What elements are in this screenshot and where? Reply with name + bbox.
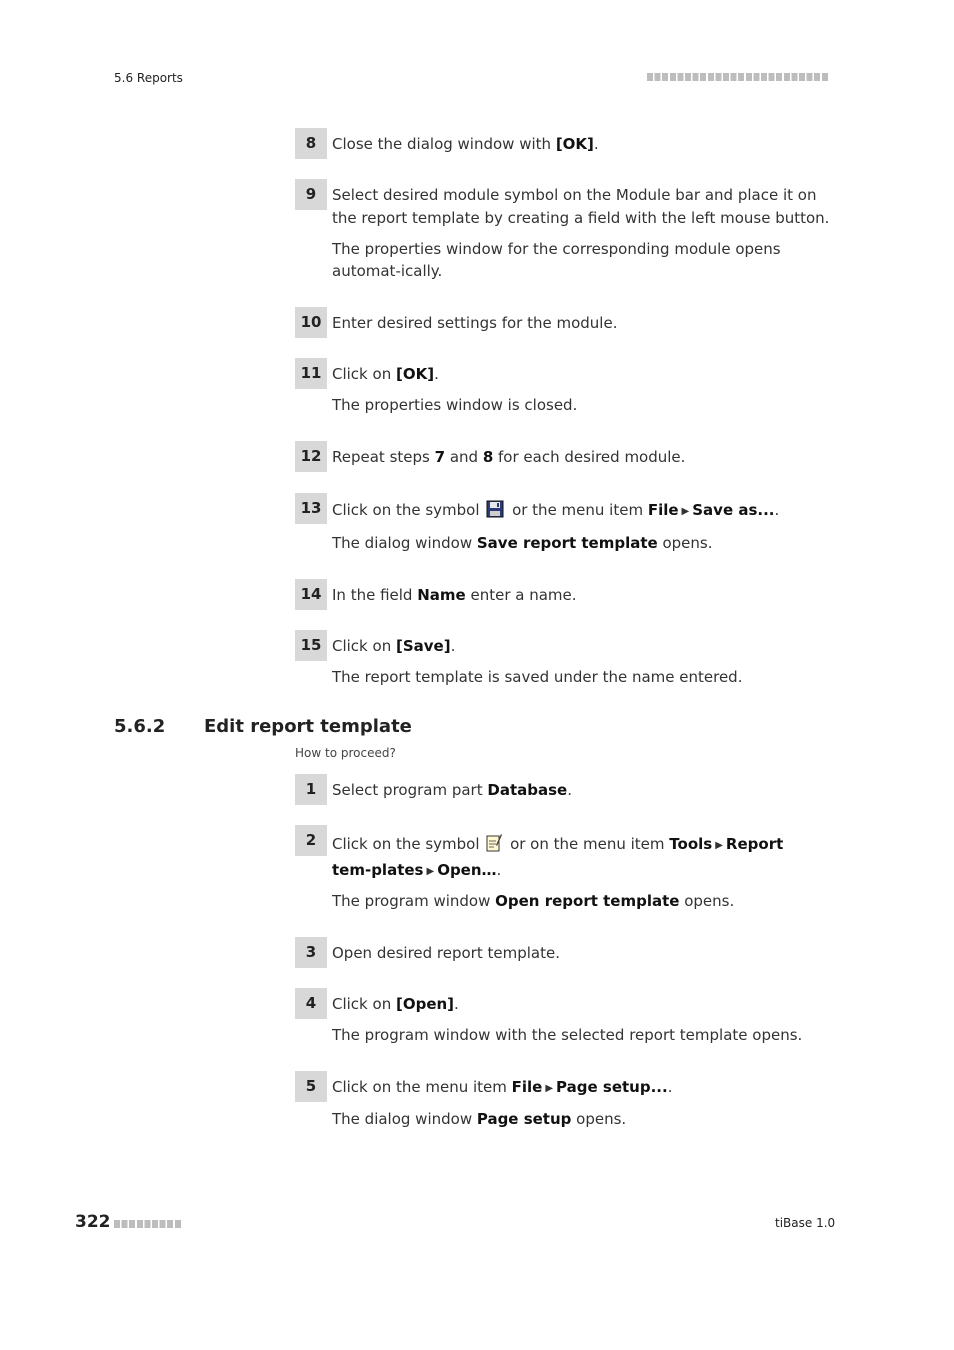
step-result: The properties window is closed. [332, 396, 578, 414]
step-number: 12 [295, 441, 327, 472]
step-text: Click on [Open]. [332, 995, 459, 1013]
edit-template-icon [486, 833, 502, 859]
step-text: Select program part Database. [332, 781, 572, 799]
step-number: 1 [295, 774, 327, 805]
step-result: The report template is saved under the name entered. [332, 668, 743, 686]
section-intro: How to proceed? [295, 746, 396, 760]
triangle-right-icon: ▶ [715, 840, 723, 851]
step-text: Open desired report template. [332, 944, 560, 962]
step-text: Click on the symbol or the menu item File ▶ Save as.... [332, 499, 832, 525]
step-number: 14 [295, 579, 327, 610]
step-result: The properties window for the corresponding module opens automat-ically. [332, 240, 781, 280]
footer-decoration [114, 1220, 182, 1228]
step-text: Click on the menu item File ▶ Page setup.... [332, 1078, 673, 1096]
header-decoration [647, 73, 829, 81]
step-text: Select desired module symbol on the Module bar and place it on the report template by creating a field with the left mouse button. [332, 186, 830, 227]
step-number: 5 [295, 1071, 327, 1102]
step-number: 15 [295, 630, 327, 661]
step-text: Close the dialog window with [OK]. [332, 135, 599, 153]
step-number: 11 [295, 358, 327, 389]
step-result: The dialog window Page setup opens. [332, 1110, 627, 1128]
triangle-right-icon: ▶ [545, 1083, 554, 1094]
step-number: 8 [295, 128, 327, 159]
step-result: The dialog window Save report template opens. [332, 534, 713, 552]
step-number: 13 [295, 493, 327, 524]
step-text: Click on the symbol or on the menu item Tools ▶ Report tem-plates ▶ Open…. [332, 835, 784, 879]
floppy-disk-icon [486, 500, 504, 525]
section-title: Edit report template [204, 716, 412, 737]
step-number: 2 [295, 825, 327, 856]
step-text: Repeat steps 7 and 8 for each desired module. [332, 448, 686, 466]
step-result: The program window with the selected report template opens. [332, 1026, 803, 1044]
step-text: Click on [OK]. [332, 365, 439, 383]
step-number: 3 [295, 937, 327, 968]
page-number: 322 [75, 1212, 111, 1232]
step-text: Enter desired settings for the module. [332, 314, 618, 332]
step-result: The program window Open report template opens. [332, 892, 735, 910]
section-number: 5.6.2 [114, 716, 166, 737]
step-text: Click on [Save]. [332, 637, 456, 655]
triangle-right-icon: ▶ [681, 506, 690, 517]
step-text: In the field Name enter a name. [332, 586, 577, 604]
running-header-section: 5.6 Reports [114, 71, 183, 85]
footer-product: tiBase 1.0 [775, 1216, 836, 1230]
step-number: 9 [295, 179, 327, 210]
step-number: 4 [295, 988, 327, 1019]
step-number: 10 [295, 307, 327, 338]
triangle-right-icon: ▶ [426, 866, 435, 877]
